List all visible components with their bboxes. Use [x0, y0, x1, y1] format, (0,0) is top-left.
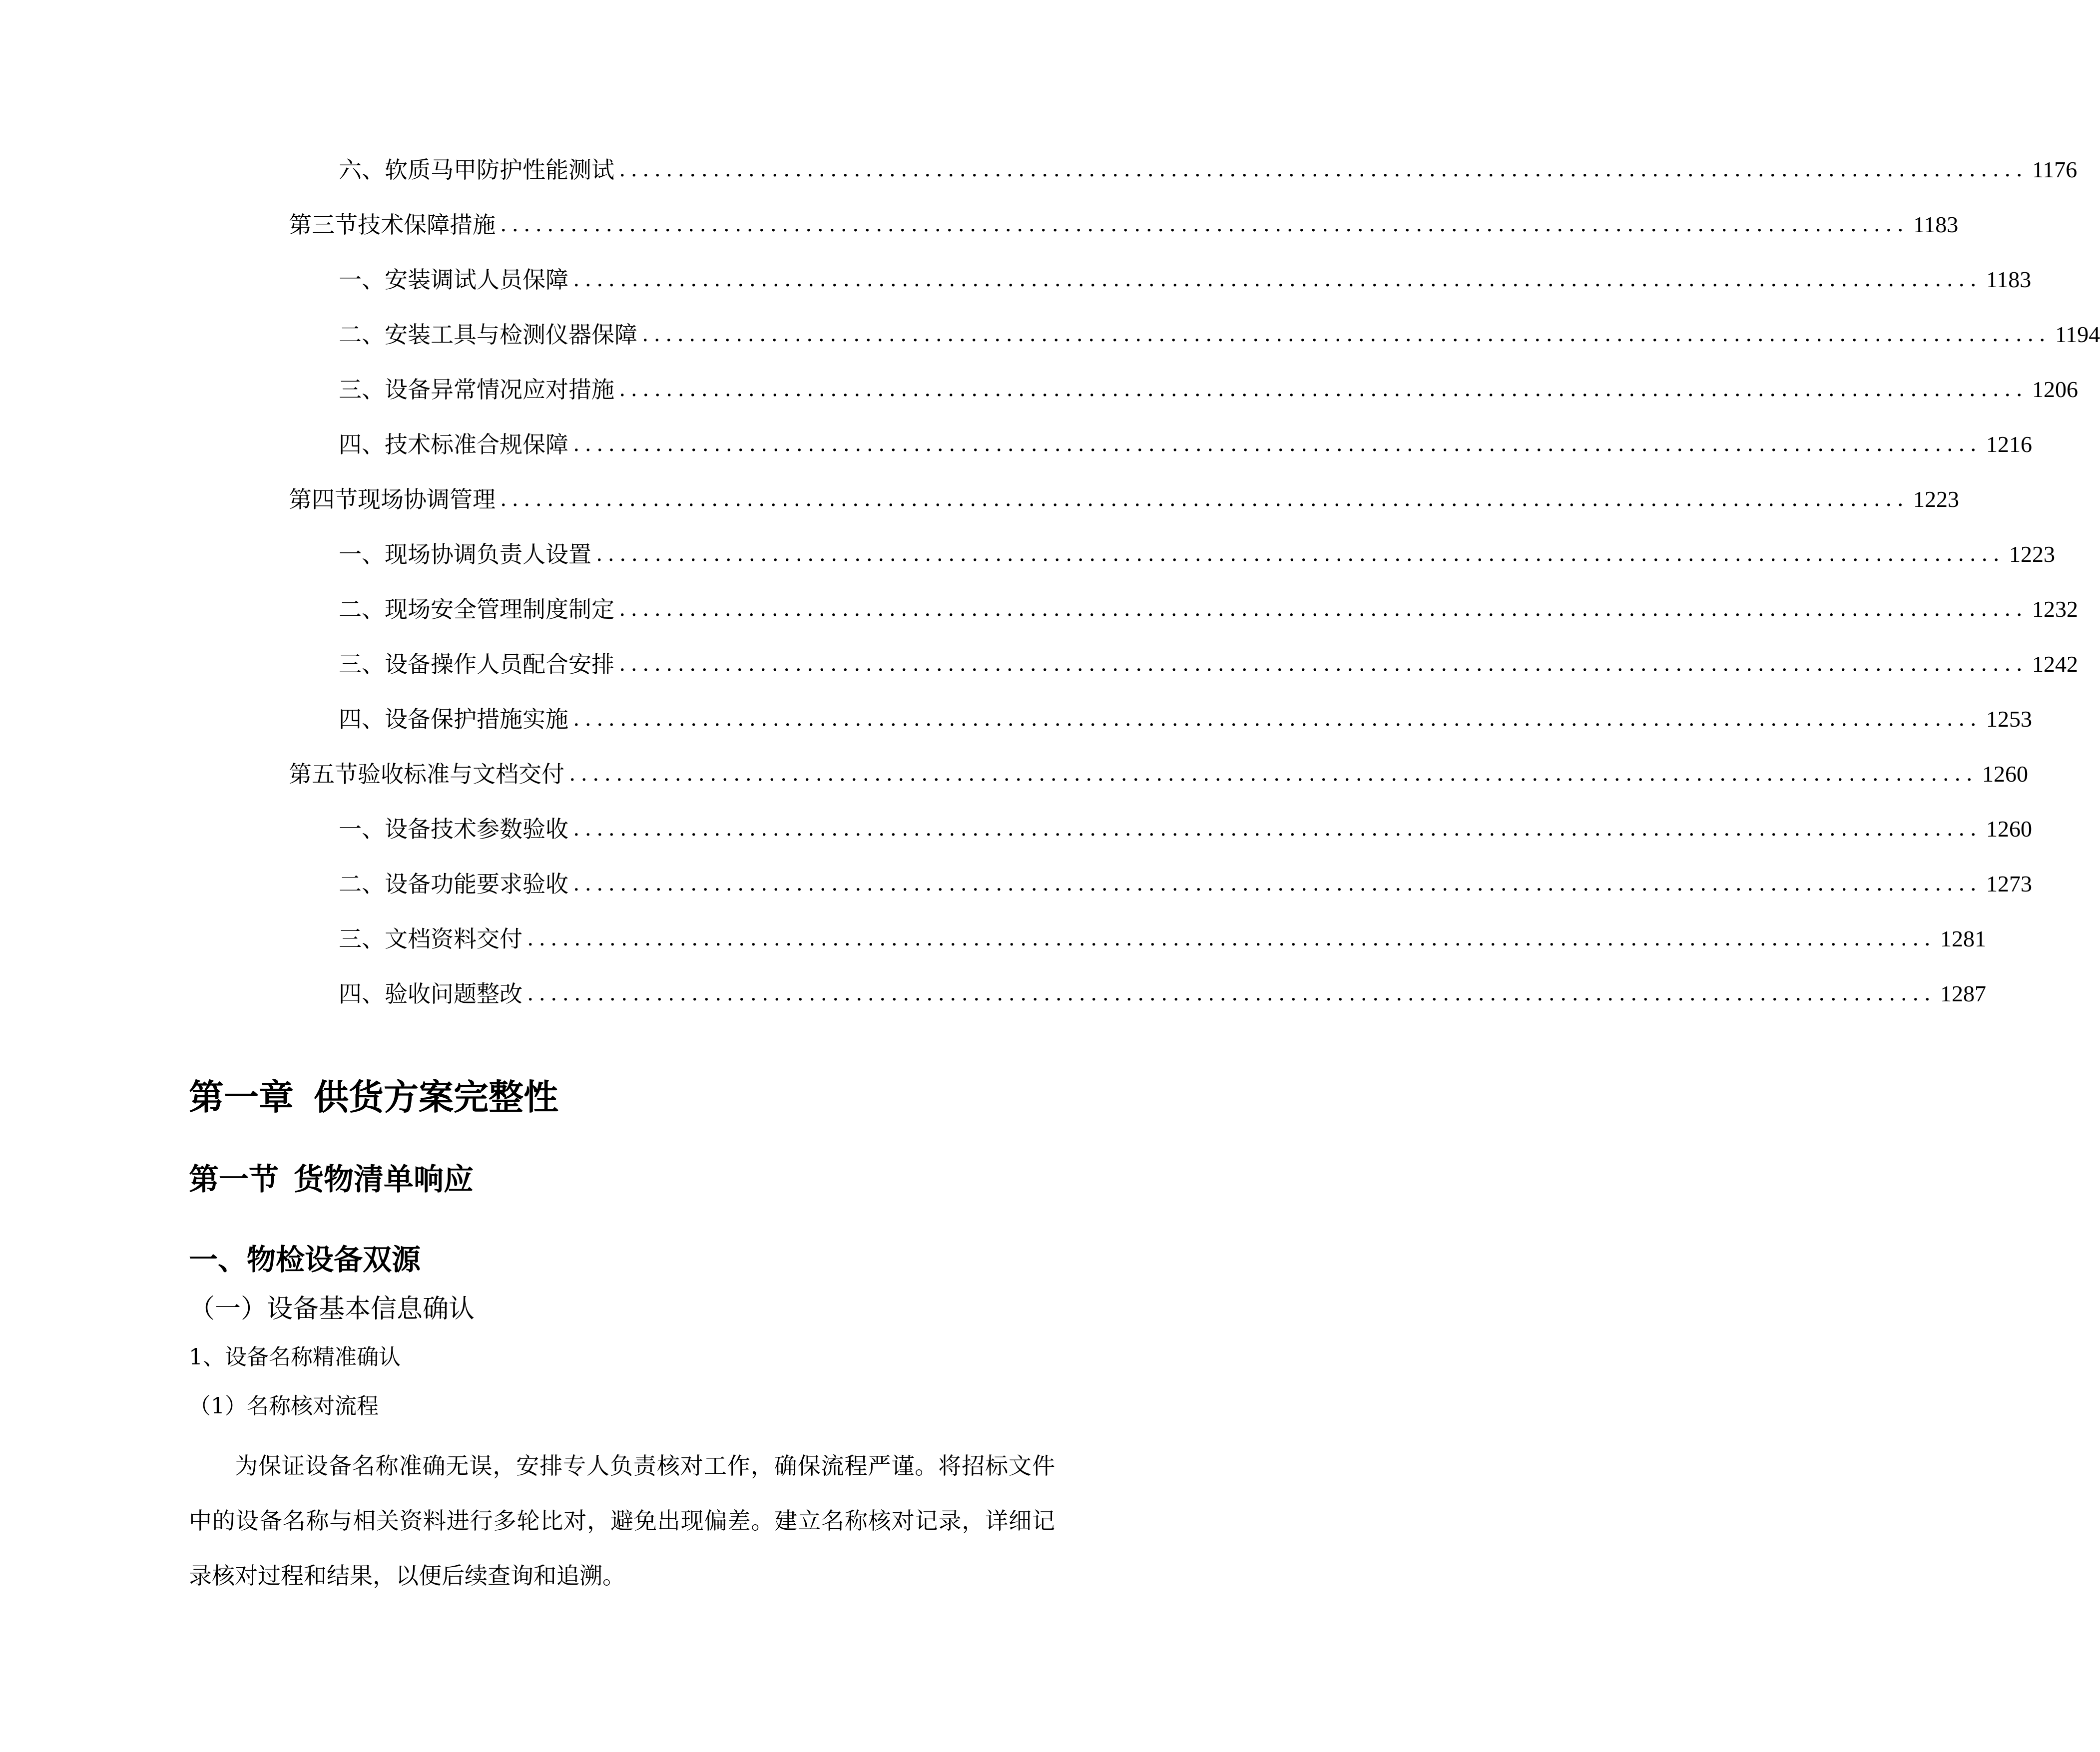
toc-entry[interactable] — [289, 200, 1959, 240]
toc-number: 二、 — [339, 321, 385, 348]
toc-entry[interactable] — [339, 310, 2100, 350]
toc-leader-dots: ........................................................................................................................ — [573, 266, 1982, 291]
toc-number: 第四节 — [289, 486, 358, 513]
toc-number: 四、 — [339, 706, 385, 733]
toc-page-number: 1183 — [1913, 212, 1959, 237]
toc-title: 验收问题整改 — [385, 980, 523, 1007]
toc-page-number: 1183 — [1986, 267, 2032, 292]
toc-title: 设备功能要求验收 — [385, 871, 568, 897]
toc-entry[interactable] — [339, 694, 2032, 734]
toc-number: 六、 — [339, 156, 385, 183]
toc-leader-dots: ........................................................................................................................ — [569, 760, 1978, 786]
toc-title: 设备异常情况应对措施 — [385, 376, 614, 403]
toc-entry[interactable] — [339, 859, 2032, 899]
toc-number: 一、 — [339, 816, 385, 843]
toc-number: 一、 — [339, 541, 385, 568]
toc-leader-dots: ........................................................................................................................ — [573, 870, 1982, 895]
toc-page-number: 1242 — [2032, 651, 2078, 677]
toc-number: 一、 — [339, 266, 385, 293]
toc-page-number: 1223 — [2009, 541, 2055, 567]
toc-leader-dots: ........................................................................................................................ — [619, 595, 2028, 621]
toc-entry[interactable] — [339, 584, 2078, 624]
toc-entry[interactable] — [339, 255, 2032, 295]
toc-title: 设备操作人员配合安排 — [385, 651, 614, 678]
toc-title: 安装调试人员保障 — [385, 266, 568, 293]
toc-page-number: 1194 — [2055, 322, 2100, 347]
toc-title: 设备技术参数验收 — [385, 816, 568, 843]
toc-title: 软质马甲防护性能测试 — [385, 156, 614, 183]
subsection-heading: 一、物检设备双源 — [189, 1243, 421, 1277]
toc-entry[interactable] — [339, 804, 2032, 844]
toc-number: 第三节 — [289, 211, 358, 238]
toc-title: 技术标准合规保障 — [385, 431, 568, 458]
level5-heading: 1、设备名称精准确认 — [189, 1344, 401, 1370]
toc-number: 二、 — [339, 596, 385, 623]
toc-leader-dots: ........................................................................................................................ — [619, 376, 2028, 401]
toc-number: 二、 — [339, 871, 385, 897]
toc-entry[interactable] — [339, 365, 2078, 405]
toc-title: 技术保障措施 — [358, 211, 496, 238]
toc-title: 文档资料交付 — [385, 925, 523, 952]
toc-leader-dots: ........................................................................................................................ — [642, 321, 2051, 346]
section-number: 第一节 — [189, 1162, 279, 1197]
toc-title: 设备保护措施实施 — [385, 706, 568, 733]
toc-title: 安装工具与检测仪器保障 — [385, 321, 637, 348]
toc-number: 三、 — [339, 376, 385, 403]
level4-heading: （一）设备基本信息确认 — [189, 1294, 475, 1324]
toc-number: 三、 — [339, 651, 385, 678]
toc-number: 三、 — [339, 925, 385, 952]
toc-page-number: 1281 — [1940, 926, 1986, 951]
toc-entry[interactable] — [339, 529, 2055, 569]
toc-leader-dots: ........................................................................................................................ — [501, 211, 1909, 236]
toc-leader-dots: ........................................................................................................................ — [619, 650, 2028, 676]
chapter-heading — [189, 1075, 558, 1120]
chapter-number: 第一章 — [189, 1077, 294, 1118]
level6-heading: （1）名称核对流程 — [189, 1393, 379, 1419]
toc-leader-dots: ........................................................................................................................ — [501, 485, 1909, 511]
toc-page-number: 1260 — [1986, 816, 2032, 842]
toc-title: 现场协调管理 — [358, 486, 496, 513]
toc-page-number: 1273 — [1986, 871, 2032, 896]
toc-leader-dots: ........................................................................................................................ — [527, 980, 1936, 1005]
toc-leader-dots: ........................................................................................................................ — [619, 156, 2028, 181]
section-heading — [189, 1160, 474, 1200]
toc-number: 第五节 — [289, 761, 358, 788]
section-title: 货物清单响应 — [294, 1162, 474, 1197]
toc-title: 验收标准与文档交付 — [358, 761, 564, 788]
toc-entry[interactable] — [339, 639, 2078, 679]
toc-entry[interactable] — [289, 749, 2028, 789]
toc-leader-dots: ........................................................................................................................ — [527, 925, 1936, 950]
toc-leader-dots: ........................................................................................................................ — [573, 705, 1982, 731]
toc-page-number: 1206 — [2032, 377, 2078, 402]
toc-page-number: 1260 — [1982, 761, 2028, 787]
toc-page-number: 1216 — [1986, 432, 2032, 457]
toc-page-number: 1287 — [1940, 981, 1986, 1006]
toc-entry[interactable] — [339, 969, 1986, 1009]
toc-leader-dots: ........................................................................................................................ — [573, 815, 1982, 841]
toc-entry[interactable] — [339, 145, 2078, 185]
toc-entry[interactable] — [289, 474, 1959, 514]
toc-leader-dots: ........................................................................................................................ — [596, 540, 2005, 566]
toc-page-number: 1253 — [1986, 706, 2032, 732]
toc-entry[interactable] — [339, 420, 2032, 459]
toc-title: 现场协调负责人设置 — [385, 541, 591, 568]
body-paragraph: 为保证设备名称准确无误，安排专人负责核对工作，确保流程严谨。将招标文件中的设备名称与相关资料进行多轮比对，避免出现偏差。建立名称核对记录，详细记录核对过程和结果，以便后续查询和追溯。 — [189, 1452, 1055, 1589]
toc-page-number: 1223 — [1913, 486, 1959, 512]
toc-number: 四、 — [339, 980, 385, 1007]
toc-entry[interactable] — [339, 914, 1986, 954]
toc-page-number: 1176 — [2032, 157, 2078, 182]
toc-leader-dots: ........................................................................................................................ — [573, 431, 1982, 456]
toc-page-number: 1232 — [2032, 596, 2078, 622]
chapter-title: 供货方案完整性 — [314, 1077, 558, 1118]
toc-number: 四、 — [339, 431, 385, 458]
toc-title: 现场安全管理制度制定 — [385, 596, 614, 623]
